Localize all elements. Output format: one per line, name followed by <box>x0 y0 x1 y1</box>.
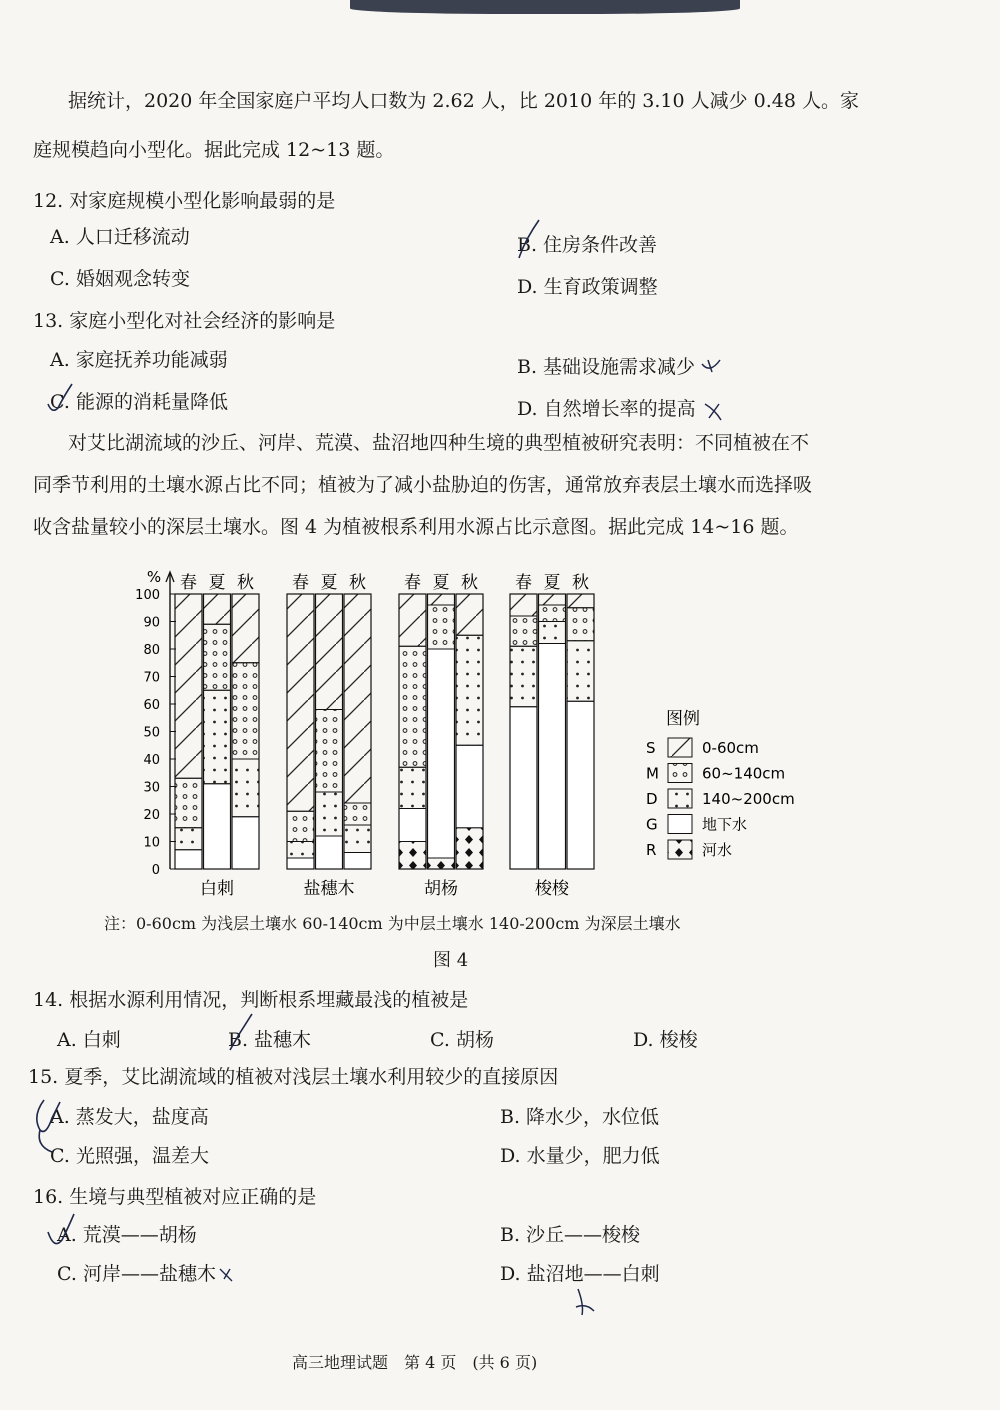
bar-segment-G <box>567 701 594 869</box>
pen-mark-q13-c <box>44 382 74 416</box>
passage2-line3: 收含盐量较小的深层土壤水。图 4 为植被根系利用水源占比示意图。据此完成 14~16 题。 <box>33 516 799 538</box>
bar-segment-M <box>204 624 231 690</box>
question-16-stem: 16. 生境与典型植被对应正确的是 <box>33 1186 317 1208</box>
bar-segment-D <box>316 792 343 836</box>
question-15-stem: 15. 夏季，艾比湖流域的植被对浅层土壤水利用较少的直接原因 <box>28 1066 559 1088</box>
bar-segment-D <box>175 828 202 850</box>
passage1-line2: 庭规模趋向小型化。据此完成 12~13 题。 <box>33 139 395 161</box>
y-tick-label: 70 <box>143 670 160 686</box>
bar-segment-M <box>287 811 314 841</box>
season-label: 夏 <box>432 573 450 593</box>
legend-code: G <box>646 815 658 834</box>
q16-option-b[interactable]: B. 沙丘——梭梭 <box>500 1224 641 1246</box>
bar-segment-D <box>539 622 566 644</box>
bar-segment-D <box>287 842 314 859</box>
pen-cross-q13-b <box>700 358 722 378</box>
y-tick-label: 10 <box>143 835 160 851</box>
passage2-line2: 同季节利用的土壤水源占比不同；植被为了减小盐胁迫的伤害，通常放弃表层土壤水而选择吸 <box>33 474 813 496</box>
y-axis-unit: % <box>146 568 162 586</box>
pen-mark-q12-b <box>515 218 541 260</box>
legend-code: R <box>646 841 657 859</box>
q12-option-d[interactable]: D. 生育政策调整 <box>517 276 658 298</box>
legend-label: 0-60cm <box>702 739 759 757</box>
pen-cross-q16-c <box>218 1265 236 1283</box>
bar-segment-M <box>316 710 343 793</box>
y-tick-label: 50 <box>143 725 160 741</box>
legend-title: 图例 <box>666 709 700 729</box>
y-tick-label: 0 <box>151 863 160 878</box>
legend-swatch <box>668 840 692 859</box>
season-label: 夏 <box>320 573 338 593</box>
group-label: 梭梭 <box>535 879 569 899</box>
legend-label: 河水 <box>702 841 733 859</box>
season-label: 夏 <box>543 573 561 593</box>
bar-segment-G <box>204 784 231 869</box>
q12-option-b[interactable]: B. 住房条件改善 <box>517 234 658 256</box>
bar-segment-D <box>510 646 537 707</box>
pen-mark-q14-b <box>226 1012 256 1052</box>
page-footer: 高三地理试题 第 4 页 (共 6 页) <box>292 1353 538 1372</box>
bar-segment-S <box>399 594 426 646</box>
q14-option-c[interactable]: C. 胡杨 <box>430 1029 494 1051</box>
bar-segment-M <box>232 663 259 759</box>
bar-segment-S <box>456 594 483 635</box>
bar-segment-D <box>399 767 426 808</box>
y-tick-label: 100 <box>135 588 160 603</box>
bar-segment-G <box>316 836 343 869</box>
bar-segment-G <box>175 850 202 869</box>
bar-segment-S <box>204 594 231 624</box>
y-tick-label: 90 <box>143 615 160 631</box>
season-label: 秋 <box>572 573 589 593</box>
bar-segment-R <box>399 842 426 870</box>
bar-segment-M <box>344 803 371 825</box>
bar-segment-D <box>456 635 483 745</box>
bar-segment-M <box>428 605 455 649</box>
passage1-line1: 据统计，2020 年全国家庭户平均人口数为 2.62 人，比 2010 年的 3.10 人减少 0.48 人。家 <box>68 90 859 112</box>
q14-option-d[interactable]: D. 梭梭 <box>633 1029 698 1051</box>
q15-option-c[interactable]: C. 光照强，温差大 <box>50 1145 209 1167</box>
season-label: 春 <box>515 573 532 593</box>
bar-segment-M <box>567 608 594 641</box>
bar-segment-G <box>399 809 426 842</box>
q15-option-b[interactable]: B. 降水少，水位低 <box>500 1106 660 1128</box>
pen-check-q16-a <box>44 1212 78 1252</box>
bar-segment-S <box>287 594 314 811</box>
passage2-line1: 对艾比湖流域的沙丘、河岸、荒漠、盐沼地四种生境的典型植被研究表明：不同植被在不 <box>68 432 810 454</box>
y-tick-label: 60 <box>143 698 160 713</box>
legend-label: 地下水 <box>702 815 748 834</box>
legend-label: 140~200cm <box>702 790 795 808</box>
y-tick-label: 20 <box>143 808 160 823</box>
group-label: 白刺 <box>200 879 234 899</box>
bar-segment-S <box>316 594 343 710</box>
bar-segment-D <box>567 641 594 702</box>
q13-option-b[interactable]: B. 基础设施需求减少 <box>517 356 696 378</box>
question-13-stem: 13. 家庭小型化对社会经济的影响是 <box>33 310 336 332</box>
bar-segment-D <box>232 759 259 817</box>
season-label: 秋 <box>237 573 254 593</box>
figure-caption: 图 4 <box>433 950 469 971</box>
q15-option-d[interactable]: D. 水量少，肥力低 <box>500 1145 660 1167</box>
bar-segment-G <box>456 745 483 828</box>
bar-group-0 <box>175 573 259 899</box>
legend-code: D <box>646 790 658 808</box>
bar-segment-G <box>428 649 455 858</box>
figure-4-chart <box>0 560 1000 900</box>
legend-label: 60~140cm <box>702 764 786 783</box>
bar-group-2 <box>399 573 483 899</box>
bar-segment-G <box>539 644 566 870</box>
y-axis <box>135 568 176 878</box>
bar-segment-S <box>539 594 566 605</box>
bar-segment-S <box>428 594 455 605</box>
legend-code: S <box>646 739 656 757</box>
y-tick-label: 40 <box>143 753 160 768</box>
bar-segment-D <box>204 690 231 784</box>
q15-option-a[interactable]: A. 蒸发大，盐度高 <box>50 1106 209 1128</box>
bar-segment-S <box>175 594 202 778</box>
q14-option-b[interactable]: B. 盐穗木 <box>228 1029 312 1051</box>
legend-swatch <box>668 738 692 757</box>
bar-segment-S <box>510 594 537 616</box>
bar-segment-G <box>344 853 371 870</box>
bar-segment-D <box>344 825 371 853</box>
bar-segment-G <box>510 707 537 869</box>
season-label: 秋 <box>349 573 366 593</box>
pen-cross-q13-d <box>703 400 725 422</box>
bar-segment-S <box>344 594 371 803</box>
legend-swatch <box>668 789 692 808</box>
question-14-stem: 14. 根据水源利用情况，判断根系埋藏最浅的植被是 <box>33 989 469 1011</box>
legend-code: M <box>646 764 659 783</box>
bar-segment-M <box>399 646 426 767</box>
bar-segment-R <box>428 858 455 869</box>
q16-option-d[interactable]: D. 盐沼地——白刺 <box>500 1263 660 1285</box>
bar-segment-R <box>456 828 483 869</box>
q12-option-c[interactable]: C. 婚姻观念转变 <box>50 268 190 290</box>
q13-option-d[interactable]: D. 自然增长率的提高 <box>517 398 696 420</box>
season-label: 夏 <box>208 573 226 593</box>
q12-option-a[interactable]: A. 人口迁移流动 <box>50 226 190 248</box>
season-label: 春 <box>404 573 421 593</box>
bar-segment-G <box>287 858 314 869</box>
season-label: 春 <box>180 573 197 593</box>
pen-cross-q16-d <box>574 1285 598 1319</box>
bar-segment-M <box>510 616 537 646</box>
bar-segment-M <box>539 605 566 622</box>
legend-swatch <box>668 764 692 783</box>
q13-option-a[interactable]: A. 家庭抚养功能减弱 <box>50 349 228 371</box>
group-label: 胡杨 <box>424 879 458 899</box>
legend-swatch <box>668 815 692 834</box>
bar-group-1 <box>287 573 371 899</box>
q13-option-c[interactable]: C. 能源的消耗量降低 <box>50 391 228 413</box>
scan-top-edge <box>350 0 740 14</box>
legend <box>646 709 795 859</box>
q16-option-c[interactable]: C. 河岸——盐穗木 <box>57 1263 216 1285</box>
bar-groups <box>175 573 594 899</box>
bar-segment-S <box>232 594 259 663</box>
group-label: 盐穗木 <box>303 879 355 899</box>
question-12-stem: 12. 对家庭规模小型化影响最弱的是 <box>33 190 336 212</box>
bar-segment-S <box>567 594 594 608</box>
figure-note: 注：0-60cm 为浅层土壤水 60-140cm 为中层土壤水 140-200cm 为深层土壤水 <box>104 914 681 933</box>
bar-segment-G <box>232 817 259 869</box>
q16-option-a[interactable]: A. 荒漠——胡杨 <box>57 1224 197 1246</box>
bar-segment-M <box>175 778 202 828</box>
bar-group-3 <box>510 573 594 899</box>
pen-check-q15-a <box>30 1096 70 1156</box>
q14-option-a[interactable]: A. 白刺 <box>57 1029 121 1051</box>
season-label: 秋 <box>461 573 478 593</box>
season-label: 春 <box>292 573 309 593</box>
y-tick-label: 80 <box>143 643 160 658</box>
y-tick-label: 30 <box>143 780 160 796</box>
